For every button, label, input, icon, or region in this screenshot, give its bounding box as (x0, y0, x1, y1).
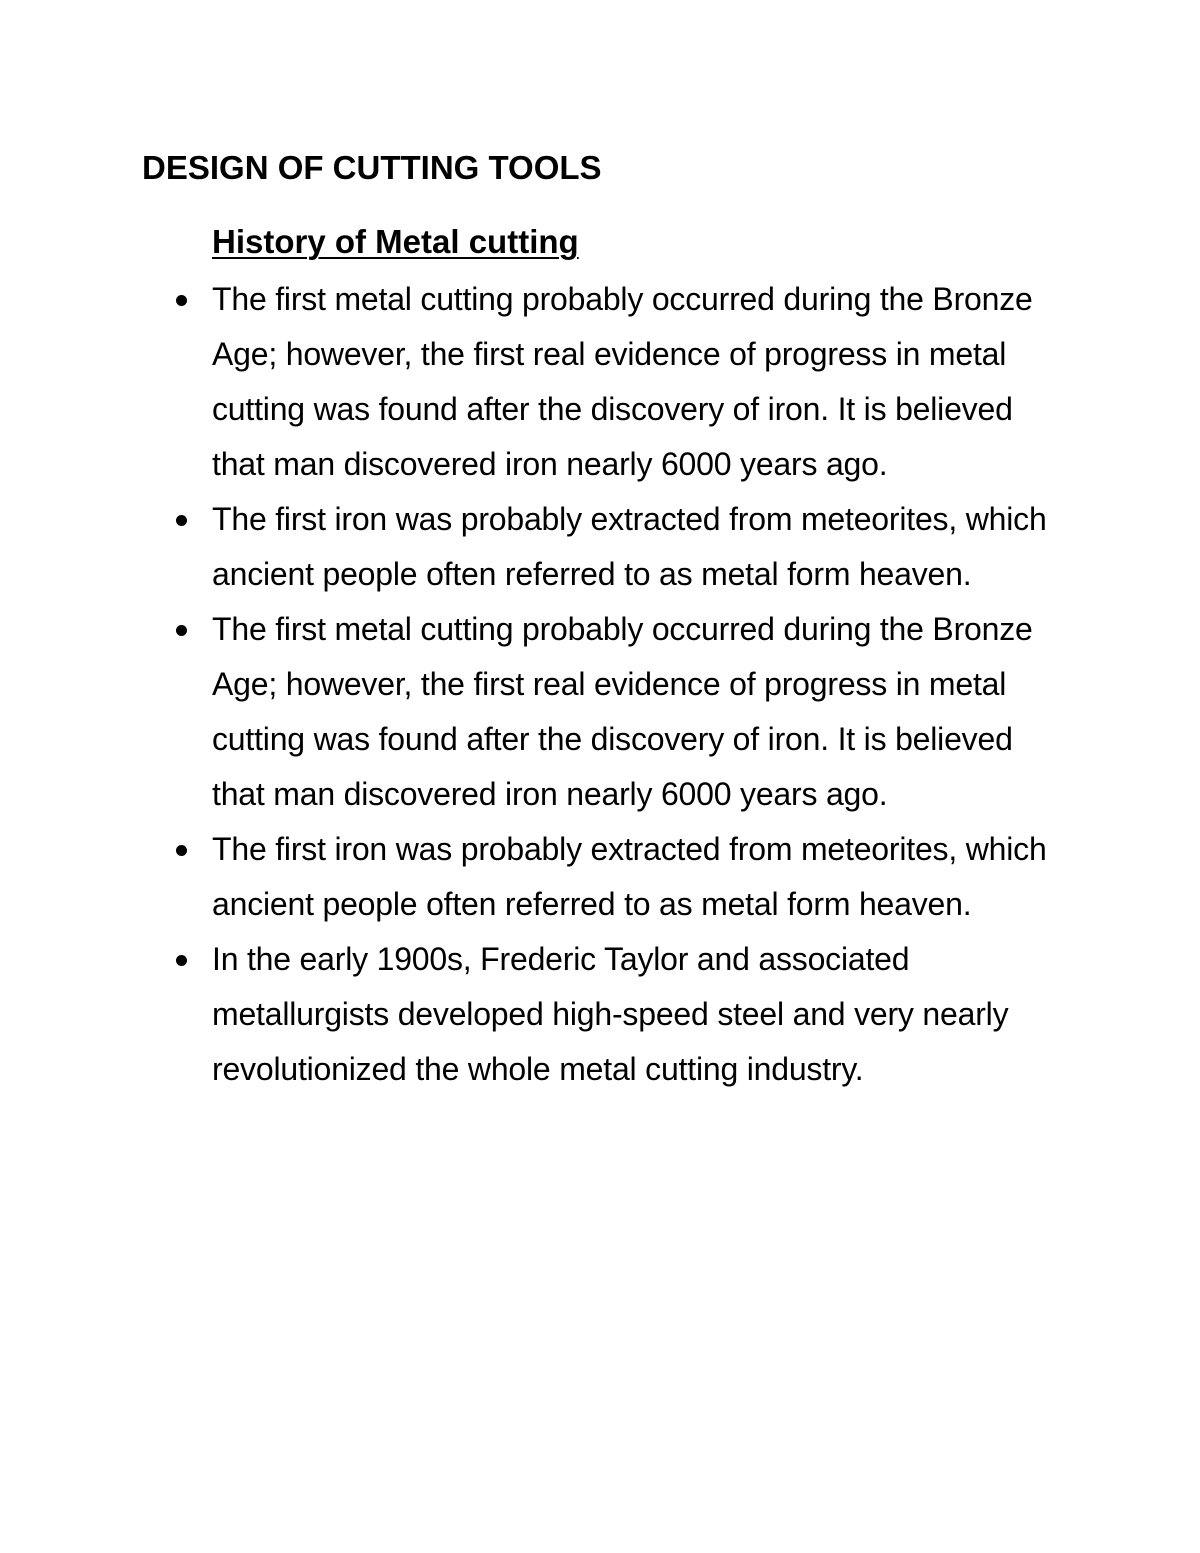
list-item (212, 492, 1052, 602)
list-item-text: The first iron was probably extracted from meteorites, which ancient people often referred to as metal form heaven. (212, 501, 1047, 592)
list-item-text: The first metal cutting probably occurred during the Bronze Age; however, the first real evidence of progress in metal cutting was found after the discovery of iron. It is believed that man discovered iron nearly 6000 years ago. (212, 611, 1033, 812)
bullet-list (212, 272, 1052, 1097)
section-heading: History of Metal cutting (212, 223, 579, 260)
list-item-text: In the early 1900s, Frederic Taylor and associated metallurgists developed high-speed steel and very nearly revolutionized the whole metal cutting industry. (212, 941, 1009, 1087)
list-item-text: The first iron was probably extracted from meteorites, which ancient people often referred to as metal form heaven. (212, 831, 1047, 922)
bullet-icon (176, 295, 187, 306)
list-item-text: The first metal cutting probably occurred during the Bronze Age; however, the first real evidence of progress in metal cutting was found after the discovery of iron. It is believed that man discovered iron nearly 6000 years ago. (212, 281, 1033, 482)
bullet-icon (176, 515, 187, 526)
list-item (212, 822, 1052, 932)
document-title: DESIGN OF CUTTING TOOLS (142, 149, 602, 186)
list-item (212, 932, 1052, 1097)
list-item (212, 272, 1052, 492)
bullet-icon (176, 955, 187, 966)
list-item (212, 602, 1052, 822)
bullet-icon (176, 845, 187, 856)
bullet-icon (176, 625, 187, 636)
